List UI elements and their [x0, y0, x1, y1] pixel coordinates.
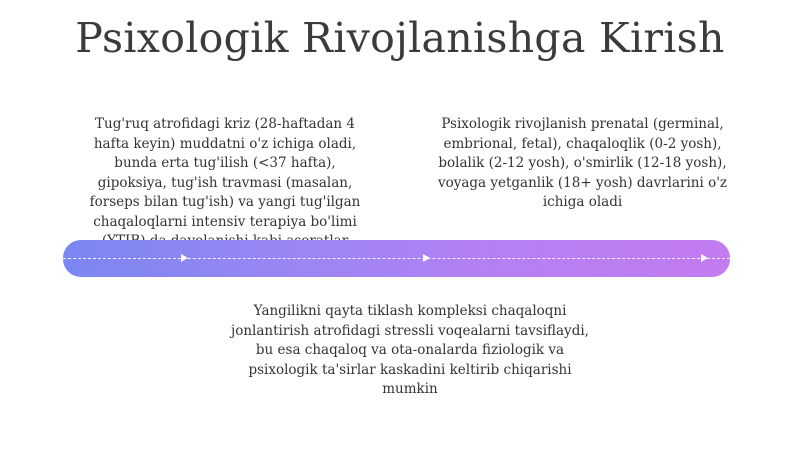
timeline-bar [63, 240, 730, 277]
left-text-block: Tug'ruq atrofidagi kriz (28-haftadan 4 hafta keyin) muddatni o'z ichiga oladi, bunda erta tug'ilish (<37 hafta), gipoksiya, tug'ish travmasi (masalan, forseps bilan tug'ish) va yangi tug'ilgan chaqaloqlarni intensiv terapiya bo'limi [89, 116, 361, 230]
slide-title: Psixologik Rivojlanishga Kirish [75, 14, 725, 62]
timeline-dashed-line [63, 258, 730, 259]
bottom-text-block: Yangilikni qayta tiklash kompleksi chaqaloqni jonlantirish atrofidagi stressli voqealarni tavsiflaydi, bu esa chaqaloq va ota-onalarda fiziologik va psixologik ta'sirlar kaskadini keltirib chiqarishi mumkin [231, 303, 589, 397]
timeline-arrow-icon [423, 254, 430, 262]
right-text-block: Psixologik rivojlanish prenatal (germinal, embrional, fetal), chaqaloqlik (0-2 yosh), bolalik (2-12 yosh), o'smirlik (12-18 yosh), voyaga yetganlik (18+ yosh) davrlarini o'z ichiga oladi [437, 116, 728, 210]
timeline-arrow-icon [701, 254, 708, 262]
timeline-arrow-icon [181, 254, 188, 262]
